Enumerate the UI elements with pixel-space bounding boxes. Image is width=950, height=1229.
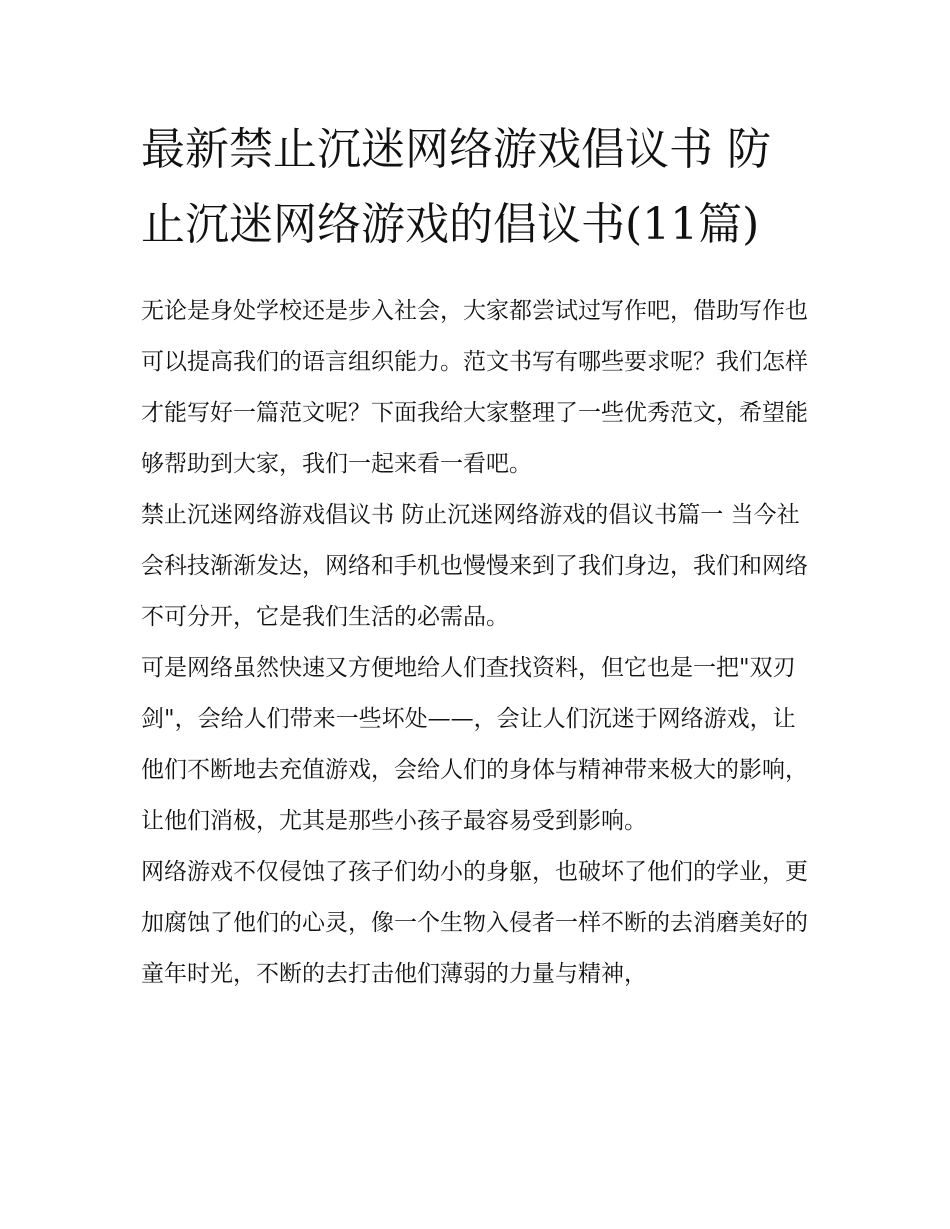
document-title: 最新禁止沉迷网络游戏倡议书 防止沉迷网络游戏的倡议书(11篇) (141, 124, 771, 250)
paragraph-3: 网络游戏不仅侵蚀了孩子们幼小的身躯，也破坏了他们的学业，更加腐蚀了他们的心灵，像一个生物入侵者一样不断的去消磨美好的童年时光，不断的去打击他们薄弱的力量与精神， (141, 859, 808, 987)
paragraph-2: 可是网络虽然快速又方便地给人们查找资料，但它也是一把"双刃剑"，会给人们带来一些坏处——，会让人们沉迷于网络游戏，让他们不断地去充值游戏，会给人们的身体与精神带来极大的影响，让他们消极，尤其是那些小孩子最容易受到影响。 (141, 655, 808, 834)
document-body (141, 112, 813, 1000)
paragraph-1: 禁止沉迷网络游戏倡议书 防止沉迷网络游戏的倡议书篇一 当今社会科技渐渐发达，网络和手机也慢慢来到了我们身边，我们和网络不可分开，它是我们生活的必需品。 (141, 502, 808, 630)
paragraph-intro: 无论是身处学校还是步入社会，大家都尝试过写作吧，借助写作也可以提高我们的语言组织能力。范文书写有哪些要求呢？我们怎样才能写好一篇范文呢？下面我给大家整理了一些优秀范文，希望能够帮助到大家，我们一起来看一看吧。 (141, 298, 808, 477)
